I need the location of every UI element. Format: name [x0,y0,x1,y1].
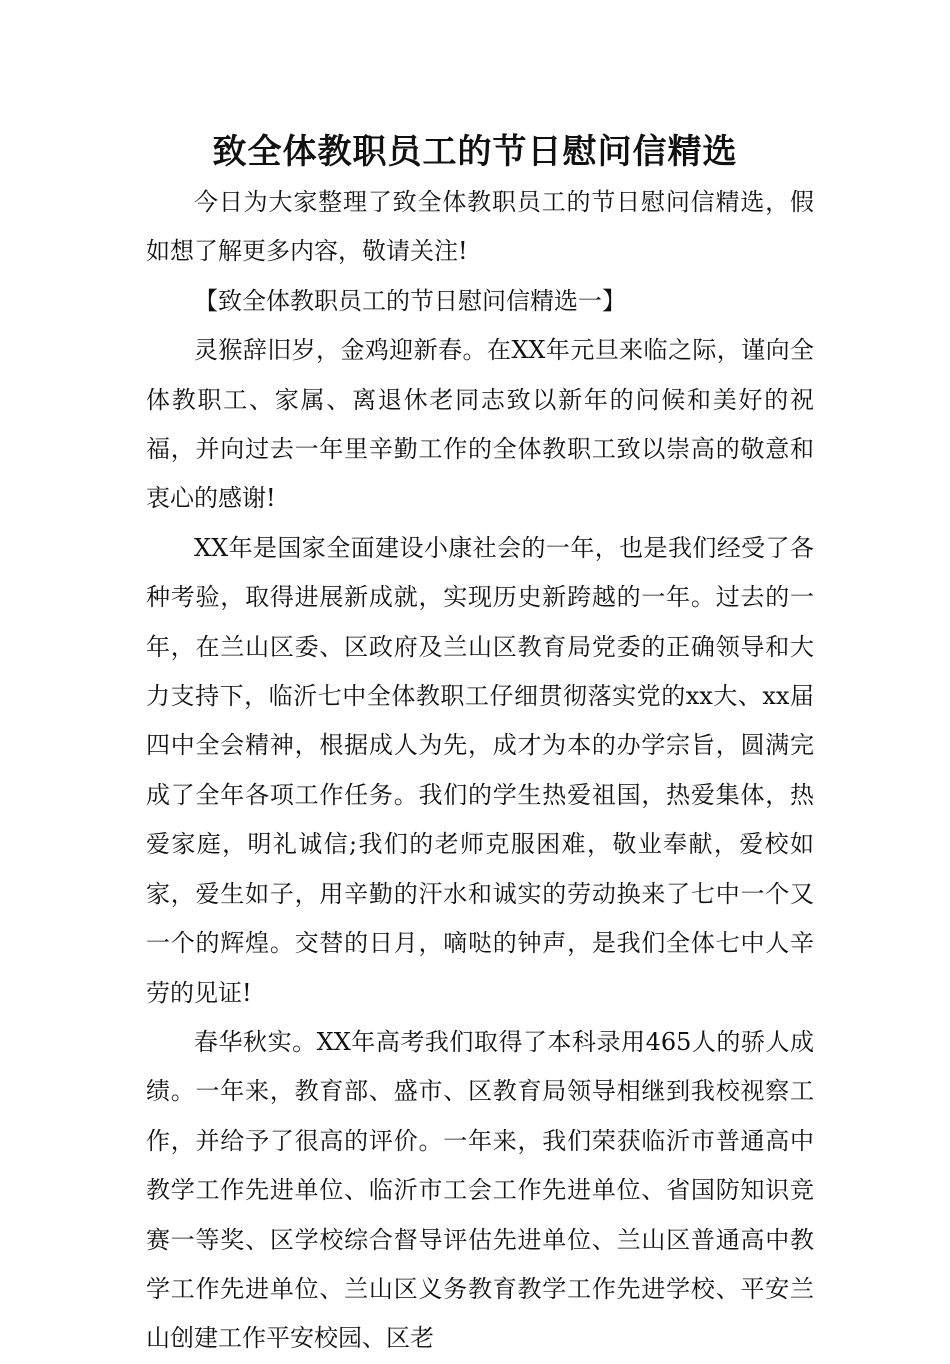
section-heading: 【致全体教职员工的节日慰问信精选一】 [194,286,626,315]
paragraph-review: XX年是国家全面建设小康社会的一年，也是我们经受了各种考验，取得进展新成就，实现历史新跨越的一年。过去的一年，在兰山区委、区政府及兰山区教育局党委的正确领导和大力支持下，临沂七中全体教职工仔细贯彻落实党的xx大、xx届四中全会精神，根据成人为先，成才为本的办学宗旨，圆满完成了全年各项工作任务。我们的学生热爱祖国，热爱集体，热爱家庭，明礼诚信;我们的老师克服困难，敬业奉献，爱校如家，爱生如子，用辛勤的汗水和诚实的劳动换来了七中一个又一个的辉煌。交替的日月，嘀哒的钟声，是我们全体七中人辛劳的见证! [146,533,814,1007]
paragraph-achievements: 春华秋实。XX年高考我们取得了本科录用465人的骄人成绩。一年来，教育部、盛市、区教育局领导相继到我校视察工作，并给予了很高的评价。一年来，我们荣获临沂市普通高中教学工作先进单位、临沂市工会工作先进单位、省国防知识竞赛一等奖、区学校综合督导评估先进单位、兰山区普通高中教学工作先进单位、兰山区义务教育教学工作先进学校、平安兰山创建工作平安校园、区老 [146,1027,814,1353]
paragraph-greeting: 灵猴辞旧岁，金鸡迎新春。在XX年元旦来临之际，谨向全体教职工、家属、离退休老同志致以新年的问候和美好的祝福，并向过去一年里辛勤工作的全体教职工致以崇高的敬意和衷心的感谢! [146,336,814,513]
paragraph-intro: 今日为大家整理了致全体教职员工的节日慰问信精选，假如想了解更多内容，敬请关注! [146,188,814,266]
document-body [146,178,814,1364]
document-title: 致全体教职员工的节日慰问信精选 [212,132,738,172]
